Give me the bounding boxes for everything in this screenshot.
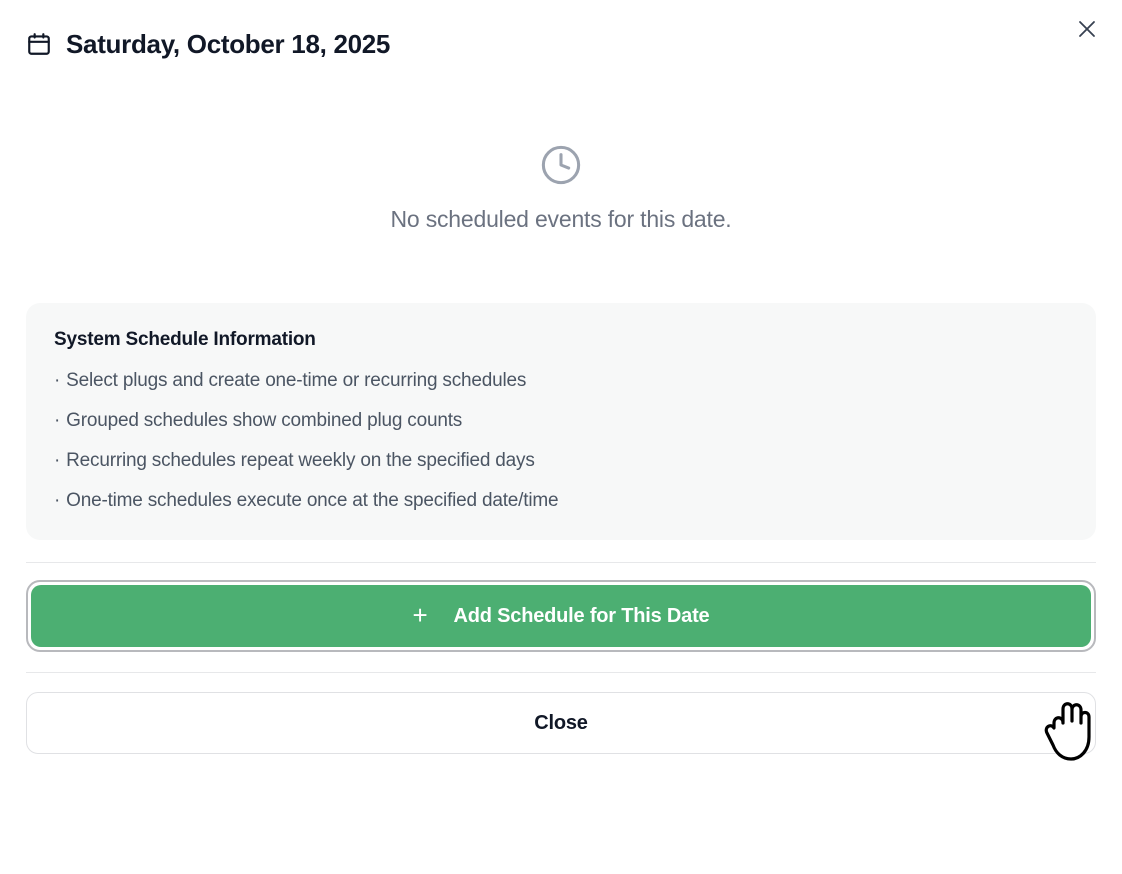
divider [26,562,1096,563]
bullet-glyph: · [54,450,61,471]
list-item [54,451,1068,491]
list-item [54,371,1068,411]
close-button[interactable]: Close [26,692,1096,754]
list-item-label: Grouped schedules show combined plug counts [66,410,463,431]
list-item [54,411,1068,451]
bullet-glyph: · [54,490,61,511]
info-card-list [54,371,1068,510]
bullet-glyph: · [54,370,61,391]
empty-state [26,142,1096,233]
list-item [54,491,1068,510]
add-schedule-button[interactable] [31,585,1091,647]
divider-secondary [26,672,1096,673]
list-item-label: Select plugs and create one-time or recurring schedules [66,370,527,391]
plus-icon: + [412,600,428,630]
empty-state-message: No scheduled events for this date. [390,206,732,232]
add-schedule-label: Add Schedule for This Date [453,604,710,627]
page-title: Saturday, October 18, 2025 [66,28,391,59]
calendar-icon [26,31,52,57]
add-schedule-focus-ring [26,580,1096,652]
clock-icon [538,142,584,188]
list-item-label: One-time schedules execute once at the specified date/time [66,490,559,511]
close-icon[interactable] [1070,12,1104,46]
modal-header [26,0,1096,68]
system-schedule-info-card [26,303,1096,540]
info-card-title: System Schedule Information [54,329,316,350]
list-item-label: Recurring schedules repeat weekly on the specified days [66,450,535,471]
bullet-glyph: · [54,410,61,431]
